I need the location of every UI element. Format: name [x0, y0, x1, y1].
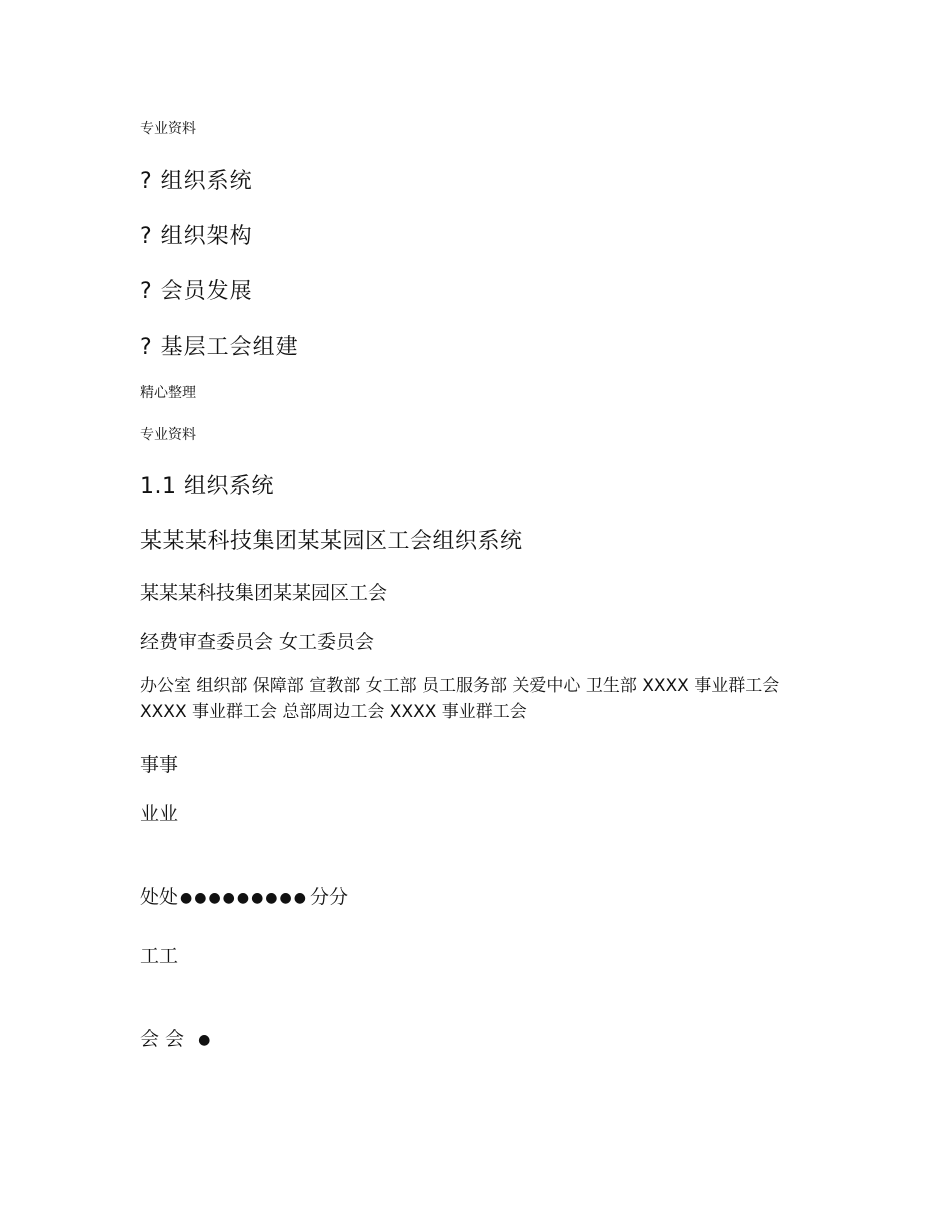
fragment-row-hui [140, 1024, 214, 1051]
chart-title: 某某某科技集团某某园区工会组织系统 [140, 529, 523, 554]
bullet-dot-single: ● [198, 1032, 213, 1048]
header-label-2: 专业资料 [140, 427, 196, 443]
fragment-gonggong: 工工 [140, 945, 179, 967]
fragment-yeye: 业业 [140, 803, 179, 825]
footer-label: 精心整理 [140, 385, 196, 401]
toc-item-1: ? 组织系统 [140, 169, 253, 194]
fragment-chuchu: 处处 [140, 886, 179, 908]
bullet-dots: ●●●●●●●●● [180, 890, 308, 906]
toc-item-3: ? 会员发展 [140, 279, 253, 304]
toc-item-4: ? 基层工会组建 [140, 335, 299, 360]
header-label: 专业资料 [140, 121, 196, 137]
fragment-shishi: 事事 [140, 754, 179, 776]
fragment-row-chu [140, 882, 348, 909]
fragment-fenfen: 分分 [309, 886, 348, 908]
toc-item-2: ? 组织架构 [140, 224, 253, 249]
union-name: 某某某科技集团某某园区工会 [140, 582, 388, 604]
departments-list: 办公室 组织部 保障部 宣教部 女工部 员工服务部 关爱中心 卫生部 XXXX 事业群工会 XXXX 事业群工会 总部周边工会 XXXX 事业群工会 [140, 676, 780, 722]
section-title: 1.1 组织系统 [140, 474, 274, 499]
committees: 经费审查委员会 女工委员会 [140, 631, 375, 653]
fragment-huihui: 会 会 [140, 1028, 185, 1050]
